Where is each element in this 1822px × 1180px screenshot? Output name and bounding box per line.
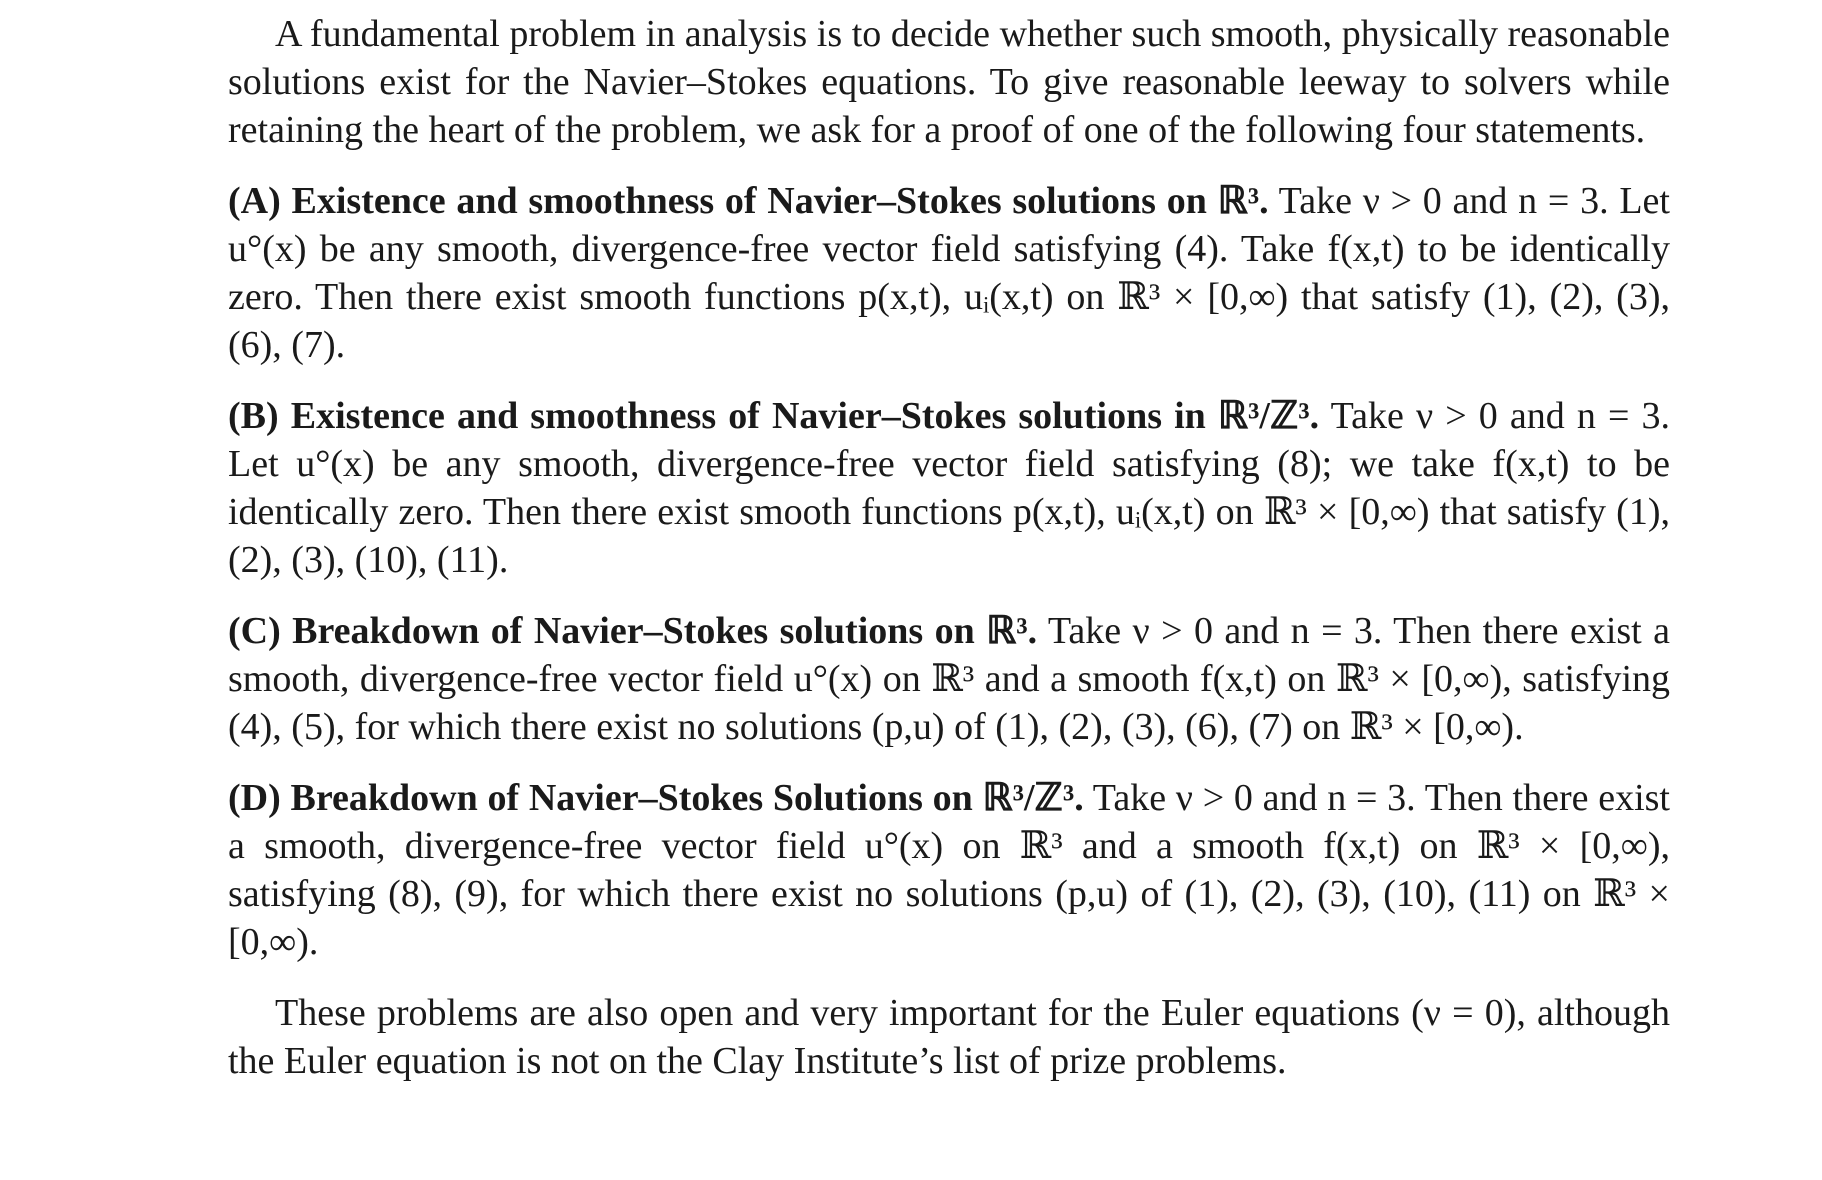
statement-a [228,177,1670,369]
statement-d [228,774,1670,966]
closing-paragraph: These problems are also open and very important for the Euler equations (ν = 0), although the Euler equation is not on the Clay Institute’s list of prize problems. [228,992,1670,1082]
statement-d-title: (D) Breakdown of Navier–Stokes Solutions on ℝ³/ℤ³. [228,777,1084,819]
statement-a-title: (A) Existence and smoothness of Navier–Stokes solutions on ℝ³. [228,180,1269,222]
statement-d-body: Take ν > 0 and n = 3. Then there exist a smooth, divergence-free vector field u°(x) on ℝ³ and a smooth f(x,t) on ℝ³ × [0,∞), satisfying (8), (9), for which there exist no solutions (p,u) of (1), (2), (3), (10), (11) on ℝ³ × [0,∞). [228,777,1670,963]
statement-b [228,392,1670,584]
statement-c-title: (C) Breakdown of Navier–Stokes solutions on ℝ³. [228,610,1038,652]
document-page [228,10,1670,1085]
statement-b-title: (B) Existence and smoothness of Navier–Stokes solutions in ℝ³/ℤ³. [228,395,1320,437]
intro-paragraph: A fundamental problem in analysis is to decide whether such smooth, physically reasonable solutions exist for the Navier–Stokes equations. To give reasonable leeway to solvers while retaining the heart of the problem, we ask for a proof of one of the following four statements. [228,13,1670,151]
statement-b-body: Take ν > 0 and n = 3. Let u°(x) be any smooth, divergence-free vector field satisfying (8); we take f(x,t) to be identically zero. Then there exist smooth functions p(x,t), uᵢ(x,t) on ℝ³ × [0,∞) that satisfy (1), (2), (3), (10), (11). [228,395,1670,581]
statement-a-body: Take ν > 0 and n = 3. Let u°(x) be any smooth, divergence-free vector field satisfying (4). Take f(x,t) to be identically zero. Then there exist smooth functions p(x,t), uᵢ(x,t) on ℝ³ × [0,∞) that satisfy (1), (2), (3), (6), (7). [228,180,1670,366]
statement-c-body: Take ν > 0 and n = 3. Then there exist a smooth, divergence-free vector field u°(x) on ℝ³ and a smooth f(x,t) on ℝ³ × [0,∞), satisfying (4), (5), for which there exist no solutions (p,u) of (1), (2), (3), (6), (7) on ℝ³ × [0,∞). [228,610,1670,748]
statement-c [228,607,1670,751]
